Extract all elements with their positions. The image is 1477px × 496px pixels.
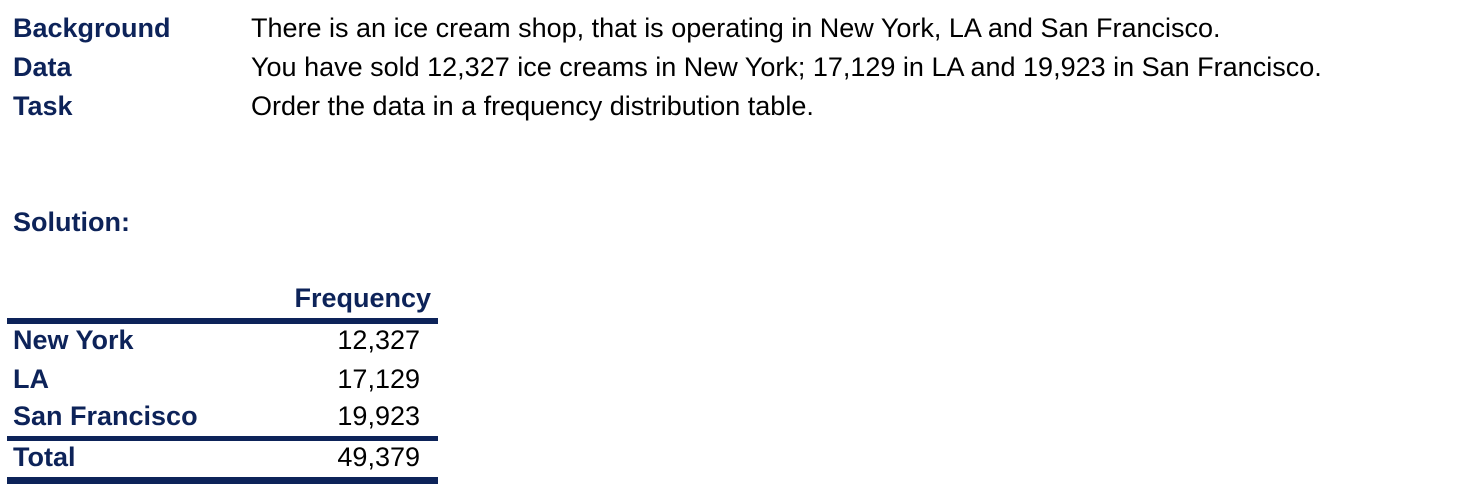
background-label: Background xyxy=(13,13,171,43)
data-label: Data xyxy=(13,52,72,82)
solution-heading: Solution: xyxy=(13,207,130,237)
total-label: Total xyxy=(13,442,76,472)
row-value-new-york: 12,327 xyxy=(337,325,420,355)
task-label: Task xyxy=(13,91,73,121)
task-text: Order the data in a frequency distribution table. xyxy=(251,91,814,121)
row-label-la: LA xyxy=(13,364,49,394)
row-value-la: 17,129 xyxy=(337,364,420,394)
background-text: There is an ice cream shop, that is operating in New York, LA and San Francisco. xyxy=(251,13,1221,43)
total-value: 49,379 xyxy=(337,442,420,472)
bottom-rule xyxy=(7,477,438,484)
row-label-new-york: New York xyxy=(13,325,134,355)
frequency-column-header: Frequency xyxy=(294,283,431,313)
data-text: You have sold 12,327 ice creams in New York; 17,129 in LA and 19,923 in San Francisco. xyxy=(251,52,1322,82)
row-value-san-francisco: 19,923 xyxy=(337,401,420,431)
row-label-san-francisco: San Francisco xyxy=(13,401,198,431)
